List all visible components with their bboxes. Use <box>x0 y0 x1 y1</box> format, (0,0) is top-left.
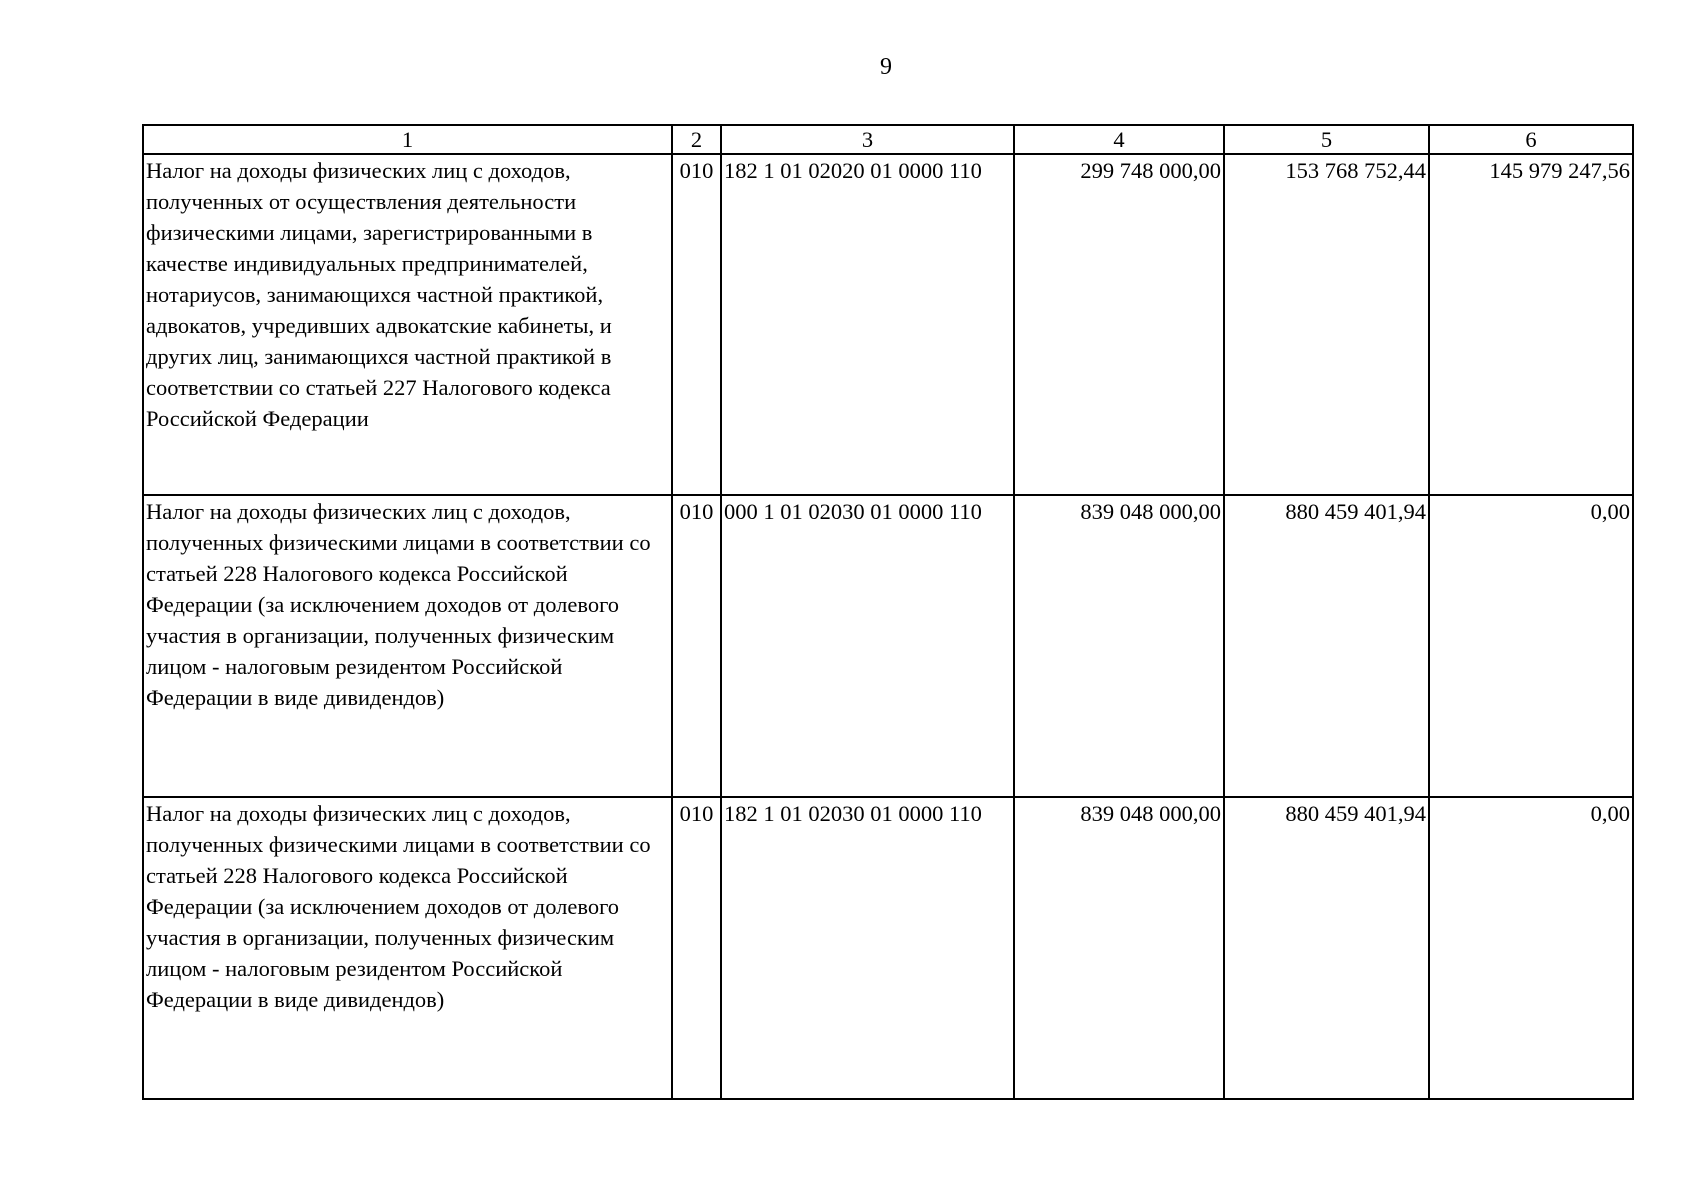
approved-amount-cell: 299 748 000,00 <box>1014 154 1224 495</box>
line-code-cell: 010 <box>672 495 721 797</box>
column-header: 1 <box>143 125 672 154</box>
income-code-cell: 182 1 01 02030 01 0000 110 <box>721 797 1014 1099</box>
executed-amount-cell: 153 768 752,44 <box>1224 154 1429 495</box>
approved-amount-cell: 839 048 000,00 <box>1014 495 1224 797</box>
unexecuted-amount-cell: 145 979 247,56 <box>1429 154 1633 495</box>
approved-amount-cell: 839 048 000,00 <box>1014 797 1224 1099</box>
column-header: 4 <box>1014 125 1224 154</box>
page-number: 9 <box>880 54 892 80</box>
table-row <box>143 797 1633 1099</box>
executed-amount-cell: 880 459 401,94 <box>1224 797 1429 1099</box>
unexecuted-amount-cell: 0,00 <box>1429 797 1633 1099</box>
executed-amount-cell: 880 459 401,94 <box>1224 495 1429 797</box>
income-name-cell: Налог на доходы физических лиц с доходов, полученных физическими лицами в соответствии со статьей 228 Налогового кодекса Российской Федерации (за исключением доходов от долевого участия в организации, полученных физическим лицом - налоговым резидентом Российской Федерации в виде дивидендов) <box>143 797 672 1099</box>
table-row <box>143 154 1633 495</box>
budget-execution-table <box>142 124 1634 1100</box>
table-row <box>143 495 1633 797</box>
column-header: 5 <box>1224 125 1429 154</box>
column-header: 2 <box>672 125 721 154</box>
income-name-cell: Налог на доходы физических лиц с доходов, полученных от осуществления деятельности физическими лицами, зарегистрированными в качестве индивидуальных предпринимателей, нотариусов, занимающихся частной практикой, адвокатов, учредивших адвокатские кабинеты, и других лиц, занимающихся частной практикой в соответствии со статьей 227 Налогового кодекса Российской Федерации <box>143 154 672 495</box>
column-header: 3 <box>721 125 1014 154</box>
unexecuted-amount-cell: 0,00 <box>1429 495 1633 797</box>
table-header-row <box>143 125 1633 154</box>
income-code-cell: 182 1 01 02020 01 0000 110 <box>721 154 1014 495</box>
line-code-cell: 010 <box>672 797 721 1099</box>
line-code-cell: 010 <box>672 154 721 495</box>
income-code-cell: 000 1 01 02030 01 0000 110 <box>721 495 1014 797</box>
income-name-cell: Налог на доходы физических лиц с доходов, полученных физическими лицами в соответствии со статьей 228 Налогового кодекса Российской Федерации (за исключением доходов от долевого участия в организации, полученных физическим лицом - налоговым резидентом Российской Федерации в виде дивидендов) <box>143 495 672 797</box>
column-header: 6 <box>1429 125 1633 154</box>
